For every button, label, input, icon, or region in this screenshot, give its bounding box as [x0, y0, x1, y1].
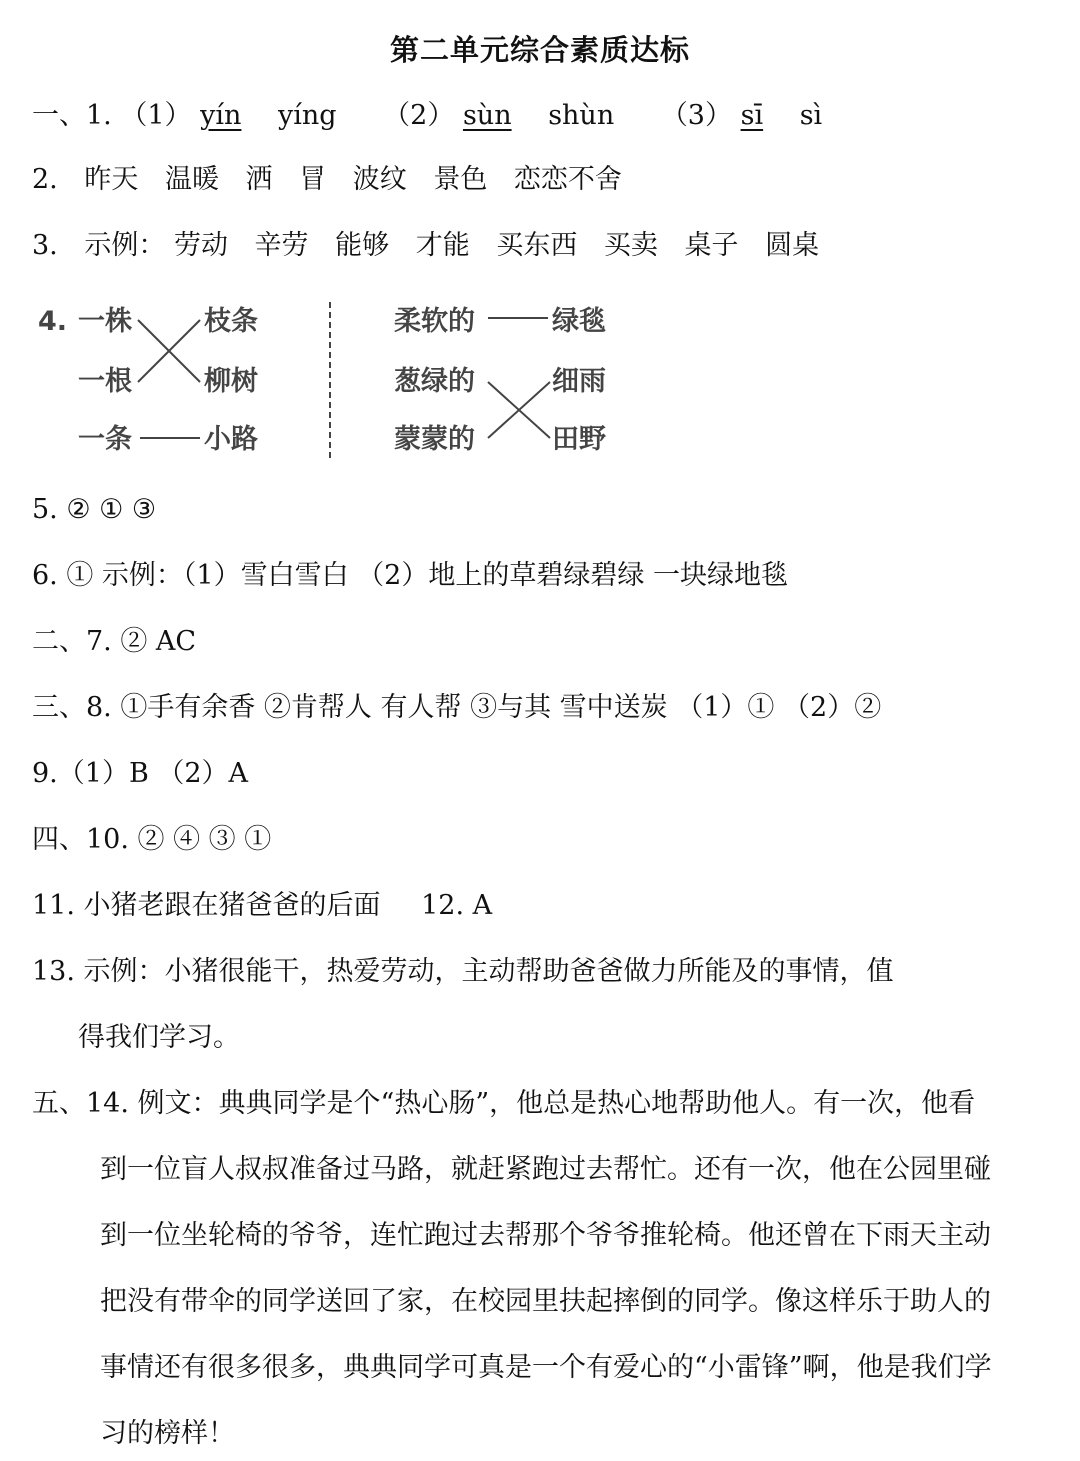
- question-14-line-1: 五、14. 例文：典典同学是个“热心肠”，他总是热心地帮助他人。有一次，他看: [32, 1088, 976, 1119]
- question-1: [32, 96, 822, 136]
- page-title: 第二单元综合素质达标: [389, 33, 690, 67]
- question-11: [32, 886, 492, 926]
- q3-word: 桌子: [684, 230, 739, 261]
- question-14-line: 到一位盲人叔叔准备过马路，就赶紧跑过去帮忙。还有一次，他在公园里碰: [100, 1154, 991, 1185]
- q1-item-1-num: （1）: [120, 100, 192, 131]
- q3-word: 劳动: [173, 230, 228, 261]
- q1-item-2-answer-a: sùn: [462, 100, 512, 131]
- q4-right-item-2: 细雨: [552, 366, 606, 397]
- question-14-line: 习的榜样！: [100, 1418, 235, 1449]
- q1-item-1-answer-a: yín: [200, 100, 242, 131]
- question-9: 9.（1）B （2）A: [32, 758, 249, 789]
- q2-word: 冒: [299, 164, 327, 195]
- q4-right-item-2: 绿毯: [552, 306, 606, 337]
- q4-left-item: 一根: [78, 366, 132, 397]
- question-5: 5. ② ① ③: [32, 494, 157, 525]
- q2-word: 波纹: [352, 164, 407, 195]
- q4-right-item: 小路: [204, 424, 258, 455]
- q1-prefix: 一、1.: [32, 100, 112, 131]
- question-6: 6. ① 示例：（1）雪白雪白 （2）地上的草碧绿碧绿 一块绿地毯: [32, 560, 788, 591]
- question-13-line-1: 13. 示例：小猪很能干，热爱劳动，主动帮助爸爸做力所能及的事情，值: [32, 956, 894, 987]
- q2-word: 景色: [433, 164, 488, 195]
- q4-right-item-2: 田野: [552, 424, 606, 455]
- question-10: 四、10. ② ④ ③ ①: [32, 824, 272, 855]
- q1-item-2-answer-b: shùn: [548, 100, 615, 131]
- q3-word: 买卖: [603, 230, 658, 261]
- q4-left-item: 一株: [78, 306, 132, 337]
- q4-left-item-2: 柔软的: [394, 306, 475, 337]
- q3-word: 辛劳: [254, 230, 309, 261]
- q3-word: 买东西: [496, 230, 578, 261]
- q2-word: 温暖: [164, 164, 219, 195]
- question-7: 二、7. ② AC: [32, 626, 197, 657]
- q3-word: 圆桌: [765, 230, 820, 261]
- q4-left-item-2: 葱绿的: [394, 366, 475, 397]
- q4-num: 4.: [38, 306, 68, 337]
- q11-answer: 11. 小猪老跟在猪爸爸的后面: [32, 890, 381, 921]
- question-14-line: 到一位坐轮椅的爷爷，连忙跑过去帮那个爷爷推轮椅。他还曾在下雨天主动: [100, 1220, 991, 1251]
- q12-answer: 12. A: [421, 890, 493, 921]
- q1-item-3-num: （3）: [660, 100, 732, 131]
- q2-word: 恋恋不舍: [513, 164, 622, 195]
- q2-num: 2.: [32, 164, 58, 195]
- question-13-line-2: 得我们学习。: [78, 1022, 240, 1053]
- q4-right-item: 枝条: [204, 306, 258, 337]
- q4-matching-diagram: [0, 290, 1080, 470]
- q4-left-item: 一条: [78, 424, 132, 455]
- q3-word: 能够: [335, 230, 390, 261]
- question-8: 三、8. ①手有余香 ②肯帮人 有人帮 ③与其 雪中送炭 （1）① （2）②: [32, 692, 882, 723]
- q2-word: 昨天: [84, 164, 139, 195]
- q2-word: 洒: [245, 164, 273, 195]
- question-2: [32, 160, 622, 200]
- q1-item-2-num: （2）: [383, 100, 455, 131]
- q4-right-item: 柳树: [204, 366, 258, 397]
- question-14-line: 把没有带伞的同学送回了家，在校园里扶起摔倒的同学。像这样乐于助人的: [100, 1286, 991, 1317]
- q4-left-item-2: 蒙蒙的: [394, 424, 475, 455]
- q1-item-3-answer-a: sī: [740, 100, 764, 131]
- q3-label: 示例：: [84, 230, 166, 261]
- question-3: [32, 226, 819, 266]
- question-14-line: 事情还有很多很多，典典同学可真是一个有爱心的“小雷锋”啊，他是我们学: [100, 1352, 992, 1383]
- q1-item-1-answer-b: yíng: [278, 100, 337, 131]
- q3-num: 3.: [32, 230, 58, 261]
- q3-word: 才能: [415, 230, 470, 261]
- q1-item-3-answer-b: sì: [799, 100, 823, 131]
